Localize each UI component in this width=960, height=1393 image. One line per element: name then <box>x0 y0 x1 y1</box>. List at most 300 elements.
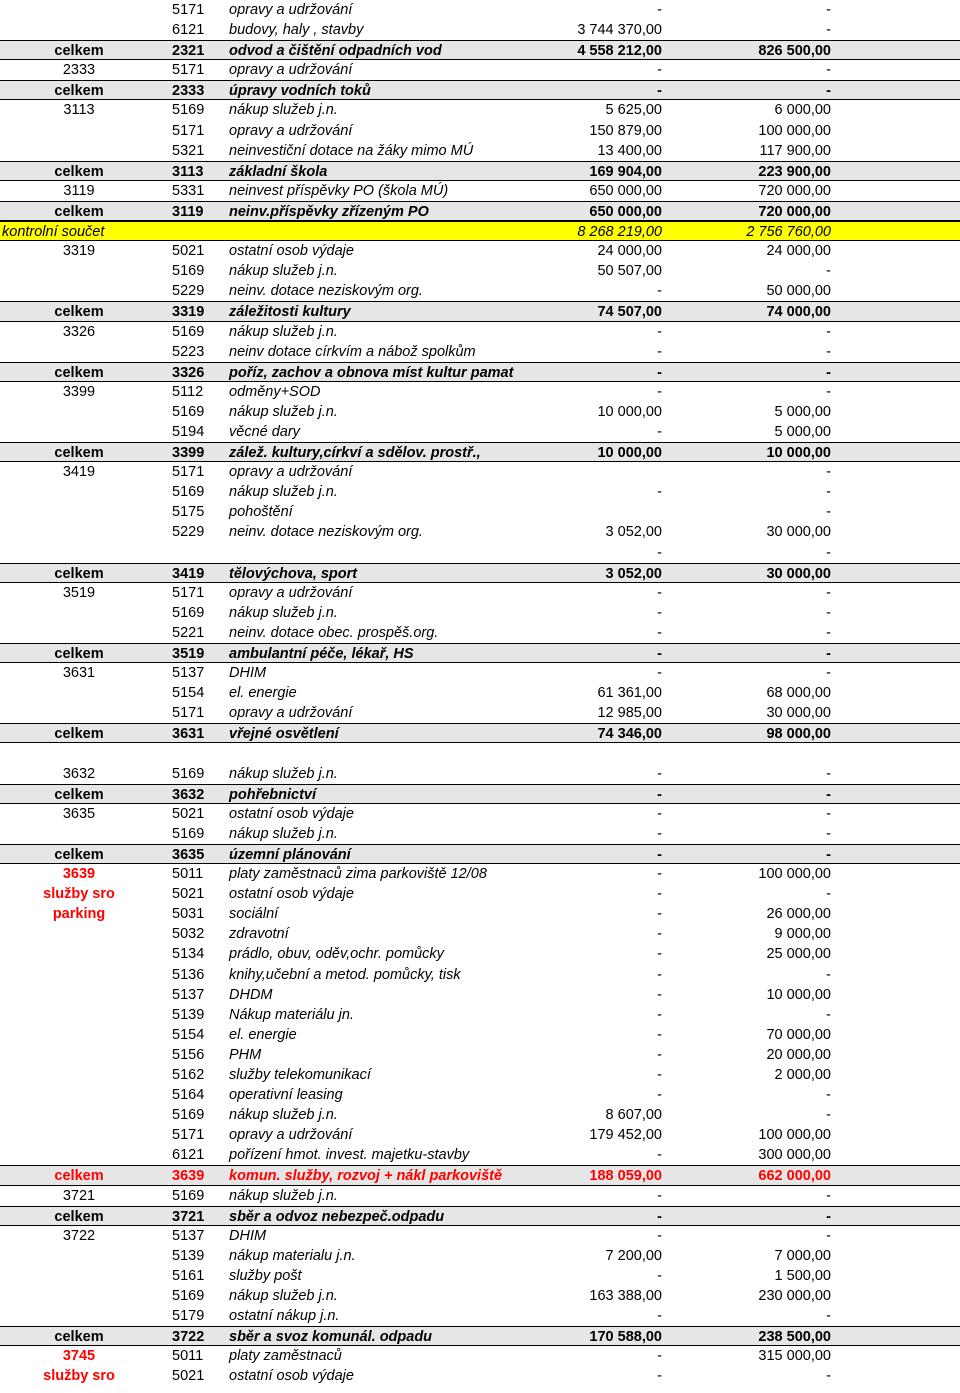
budget-value-cell: - <box>826 786 831 803</box>
budget-value-cell: - <box>826 1187 831 1204</box>
table-row <box>0 462 960 482</box>
description-cell: územní plánování <box>229 846 351 863</box>
table-row <box>0 1065 960 1085</box>
description-cell: nákup služeb j.n. <box>229 484 338 501</box>
description-cell: nákup služeb j.n. <box>229 604 338 621</box>
description-cell: tělovýchova, sport <box>229 565 358 582</box>
description-cell: nákup služeb j.n. <box>229 263 338 280</box>
actual-value-cell: - <box>657 323 662 340</box>
actual-value-cell: - <box>657 343 662 360</box>
description-cell: vřejné osvětlení <box>229 726 339 743</box>
description-cell: ostatní osob výdaje <box>229 1368 354 1385</box>
budget-value-cell: 100 000,00 <box>758 122 831 139</box>
subtotal-row <box>0 563 960 583</box>
description-cell: opravy a udržování <box>229 464 353 481</box>
budget-value-cell: - <box>826 584 831 601</box>
description-cell: el. energie <box>229 1026 297 1043</box>
item-cell: 5169 <box>172 403 205 420</box>
actual-value-cell: - <box>657 646 662 662</box>
paragraph-cell: 3419 <box>62 464 96 481</box>
item-cell: 3519 <box>172 646 205 662</box>
paragraph-cell: 3399 <box>62 383 96 400</box>
table-row <box>0 522 960 542</box>
checksum-row <box>0 221 960 241</box>
item-cell: 5169 <box>172 484 205 501</box>
actual-value-cell: - <box>657 544 662 561</box>
actual-value-cell: 61 361,00 <box>597 685 662 702</box>
item-cell: 3119 <box>172 203 204 220</box>
description-cell: odměny+SOD <box>229 383 321 400</box>
description-cell: nákup služeb j.n. <box>229 1107 338 1124</box>
item-cell: 5229 <box>172 283 205 300</box>
item-cell: 5156 <box>172 1046 205 1063</box>
description-cell: poříz, zachov a obnova míst kultur pamat <box>229 364 514 381</box>
budget-value-cell: 30 000,00 <box>766 524 831 541</box>
table-row <box>0 764 960 784</box>
description-cell: služby pošt <box>229 1267 302 1284</box>
subtotal-row <box>0 301 960 321</box>
table-row <box>0 1306 960 1326</box>
item-cell: 3399 <box>172 445 205 462</box>
budget-value-cell: 826 500,00 <box>758 43 831 60</box>
actual-value-cell: 13 400,00 <box>597 142 662 159</box>
budget-value-cell: - <box>826 323 831 340</box>
item-cell: 3326 <box>172 364 205 381</box>
item-cell: 5154 <box>172 685 205 702</box>
actual-value-cell: - <box>657 886 662 903</box>
actual-value-cell: - <box>657 1046 662 1063</box>
table-row <box>0 804 960 824</box>
subtotal-row <box>0 723 960 743</box>
paragraph-cell: celkem <box>54 1168 104 1185</box>
table-row <box>0 261 960 281</box>
actual-value-cell: 169 904,00 <box>589 163 662 180</box>
table-row <box>0 985 960 1005</box>
actual-value-cell: 5 625,00 <box>605 102 662 119</box>
table-row <box>0 623 960 643</box>
budget-value-cell: 10 000,00 <box>766 445 831 462</box>
item-cell: 5162 <box>172 1066 205 1083</box>
budget-value-cell: 7 000,00 <box>774 1247 831 1264</box>
actual-value-cell: 163 388,00 <box>589 1288 662 1304</box>
item-cell: 5169 <box>172 1107 205 1124</box>
item-cell: 5171 <box>172 62 205 79</box>
item-cell: 6121 <box>172 1147 205 1164</box>
item-cell: 5011 <box>172 1348 204 1365</box>
item-cell: 5171 <box>172 2 205 18</box>
description-cell: pohoštění <box>229 504 293 521</box>
item-cell: 3419 <box>172 565 205 582</box>
actual-value-cell: - <box>657 1368 662 1385</box>
actual-value-cell: - <box>657 364 662 381</box>
description-cell: sociální <box>229 906 279 923</box>
actual-value-cell: - <box>657 906 662 923</box>
table-row <box>0 543 960 563</box>
description-cell: základní škola <box>229 163 328 180</box>
budget-value-cell: - <box>826 604 831 621</box>
table-row <box>0 502 960 522</box>
description-cell: prádlo, obuv, oděv,ochr. pomůcky <box>229 946 444 963</box>
description-cell: zálež. kultury,církví a sdělov. prostř., <box>229 445 481 462</box>
item-cell: 5032 <box>172 926 205 943</box>
actual-value-cell: - <box>657 584 662 601</box>
description-cell: DHIM <box>229 1227 267 1244</box>
item-cell: 5169 <box>172 1187 205 1204</box>
item-cell: 3631 <box>172 726 205 743</box>
actual-value-cell: 10 000,00 <box>597 445 662 462</box>
table-row <box>0 241 960 261</box>
actual-value-cell: - <box>657 846 662 863</box>
item-cell: 5021 <box>172 1368 205 1385</box>
item-cell: 5321 <box>172 142 205 159</box>
budget-value-cell: - <box>826 1308 831 1325</box>
actual-value-cell: - <box>657 1087 662 1104</box>
description-cell: služby telekomunikací <box>229 1066 371 1083</box>
description-cell: operativní leasing <box>229 1087 343 1104</box>
actual-value-cell: - <box>657 1208 662 1225</box>
description-cell: nákup služeb j.n. <box>229 765 338 782</box>
description-cell: Nákup materiálu jn. <box>229 1006 354 1023</box>
actual-value-cell: - <box>657 1267 662 1284</box>
description-cell: sběr a svoz komunál. odpadu <box>229 1329 433 1346</box>
subtotal-row <box>0 201 960 221</box>
actual-value-cell: - <box>657 926 662 943</box>
description-cell: záležitosti kultury <box>229 304 351 321</box>
budget-value-cell: 74 000,00 <box>766 304 831 321</box>
paragraph-cell: 3119 <box>63 182 95 199</box>
table-row <box>0 1226 960 1246</box>
item-cell: 5171 <box>172 705 205 722</box>
paragraph-cell: celkem <box>54 43 104 60</box>
actual-value-cell: 4 558 212,00 <box>577 43 662 60</box>
subtotal-row <box>0 80 960 100</box>
budget-value-cell: - <box>826 1006 831 1023</box>
budget-value-cell: 25 000,00 <box>766 946 831 963</box>
item-cell: 5112 <box>172 383 204 400</box>
description-cell: opravy a udržování <box>229 705 353 722</box>
item-cell: 5221 <box>172 624 205 641</box>
budget-value-cell: 30 000,00 <box>766 705 831 722</box>
table-row <box>0 382 960 402</box>
budget-value-cell: 20 000,00 <box>766 1046 831 1063</box>
item-cell: 3632 <box>172 786 205 803</box>
item-cell: 5137 <box>172 986 205 1003</box>
table-row <box>0 884 960 904</box>
paragraph-cell: 3635 <box>62 805 96 822</box>
item-cell: 5011 <box>172 866 204 883</box>
actual-value-cell: 10 000,00 <box>597 403 662 420</box>
paragraph-cell: 3326 <box>62 323 96 340</box>
budget-value-cell: - <box>826 83 831 100</box>
description-cell: věcné dary <box>229 423 300 440</box>
budget-value-cell: 50 000,00 <box>766 283 831 300</box>
actual-value-cell: 650 000,00 <box>589 203 662 220</box>
item-cell: 5137 <box>172 1227 205 1244</box>
paragraph-cell: celkem <box>54 726 104 743</box>
item-cell: 5229 <box>172 524 205 541</box>
item-cell: 5169 <box>172 1288 205 1304</box>
table-row <box>0 482 960 502</box>
subtotal-row <box>0 784 960 804</box>
budget-value-cell: 238 500,00 <box>758 1329 831 1346</box>
paragraph-cell: celkem <box>54 565 104 582</box>
item-cell: 5169 <box>172 765 205 782</box>
paragraph-cell: 3745 <box>62 1348 96 1365</box>
subtotal-row <box>0 1206 960 1226</box>
description-cell: DHIM <box>229 665 267 682</box>
table-row <box>0 422 960 442</box>
actual-value-cell: - <box>657 484 662 501</box>
table-row <box>0 20 960 40</box>
budget-value-cell: 100 000,00 <box>758 866 831 883</box>
table-row <box>0 583 960 603</box>
table-row <box>0 281 960 301</box>
table-row <box>0 1125 960 1145</box>
item-cell: 5021 <box>172 886 205 903</box>
paragraph-cell: celkem <box>54 83 104 100</box>
subtotal-row <box>0 40 960 60</box>
budget-value-cell: - <box>826 765 831 782</box>
paragraph-cell: celkem <box>54 163 104 180</box>
budget-value-cell: 9 000,00 <box>774 926 831 943</box>
item-cell: 3721 <box>172 1208 205 1225</box>
table-row <box>0 824 960 844</box>
table-row <box>0 1045 960 1065</box>
actual-value-cell: - <box>657 786 662 803</box>
item-cell: 5223 <box>172 343 205 360</box>
budget-value-cell: - <box>826 624 831 641</box>
table-row <box>0 402 960 422</box>
item-cell: 2321 <box>172 43 205 60</box>
actual-value-cell: - <box>657 1147 662 1164</box>
subtotal-row <box>0 1165 960 1185</box>
description-cell: opravy a udržování <box>229 584 353 601</box>
item-cell: 3639 <box>172 1168 205 1185</box>
budget-value-cell: - <box>826 364 831 381</box>
budget-value-cell: 2 000,00 <box>774 1066 831 1083</box>
actual-value-cell: - <box>657 2 662 18</box>
item-cell: 2333 <box>172 83 205 100</box>
budget-value-cell: - <box>826 22 831 39</box>
actual-value-cell: - <box>657 1006 662 1023</box>
budget-value-cell: 720 000,00 <box>758 182 831 199</box>
item-cell: 5154 <box>172 1026 205 1043</box>
description-cell: ambulantní péče, lékař, HS <box>229 646 414 662</box>
actual-value-cell: - <box>657 946 662 963</box>
budget-value-cell: - <box>826 846 831 863</box>
actual-value-cell: 74 346,00 <box>597 726 662 743</box>
paragraph-cell: celkem <box>54 786 104 803</box>
actual-value-cell: 12 985,00 <box>597 705 662 722</box>
table-row <box>0 1246 960 1266</box>
actual-value-cell: 8 268 219,00 <box>577 224 662 241</box>
budget-value-cell: - <box>826 343 831 360</box>
budget-value-cell: 662 000,00 <box>758 1168 831 1185</box>
item-cell: 5194 <box>172 423 205 440</box>
item-cell: 5164 <box>172 1087 205 1104</box>
budget-value-cell: - <box>826 263 831 280</box>
description-cell: ostatní osob výdaje <box>229 886 354 903</box>
budget-value-cell: - <box>826 966 831 983</box>
budget-value-cell: - <box>826 383 831 400</box>
table-row <box>0 1346 960 1366</box>
paragraph-cell: celkem <box>54 304 104 321</box>
description-cell: ostatní osob výdaje <box>229 805 354 822</box>
table-row <box>0 904 960 924</box>
subtotal-row <box>0 161 960 181</box>
description-cell: nákup služeb j.n. <box>229 1187 338 1204</box>
subtotal-row <box>0 362 960 382</box>
budget-value-cell: - <box>826 1107 831 1124</box>
table-row <box>0 121 960 141</box>
description-cell: ostatní nákup j.n. <box>229 1308 340 1325</box>
actual-value-cell: 74 507,00 <box>597 304 662 321</box>
table-row <box>0 864 960 884</box>
table-row <box>0 322 960 342</box>
budget-value-cell: - <box>826 1087 831 1104</box>
paragraph-cell: 3631 <box>62 665 96 682</box>
item-cell: 5161 <box>172 1267 205 1284</box>
budget-value-cell: 70 000,00 <box>766 1026 831 1043</box>
actual-value-cell: 24 000,00 <box>597 243 662 260</box>
budget-value-cell: 26 000,00 <box>766 906 831 923</box>
actual-value-cell: - <box>657 423 662 440</box>
item-cell: 5031 <box>172 906 205 923</box>
item-cell: 5171 <box>172 1127 205 1144</box>
actual-value-cell: - <box>657 805 662 822</box>
budget-value-cell: 300 000,00 <box>758 1147 831 1164</box>
item-cell: 5134 <box>172 946 205 963</box>
actual-value-cell: 8 607,00 <box>605 1107 662 1124</box>
description-cell: odvod a čištění odpadních vod <box>229 43 442 60</box>
table-row <box>0 683 960 703</box>
item-cell: 5171 <box>172 584 205 601</box>
actual-value-cell: 650 000,00 <box>589 182 662 199</box>
description-cell: sběr a odvoz nebezpeč.odpadu <box>229 1208 445 1225</box>
paragraph-cell: celkem <box>54 846 104 863</box>
item-cell: 5169 <box>172 323 205 340</box>
budget-value-cell: 223 900,00 <box>758 163 831 180</box>
budget-value-cell: 720 000,00 <box>758 203 831 220</box>
description-cell: platy zaměstnaců <box>229 1348 342 1365</box>
table-row <box>0 965 960 985</box>
table-row <box>0 1025 960 1045</box>
description-cell: opravy a udržování <box>229 2 353 18</box>
paragraph-cell: služby sro <box>43 1368 115 1385</box>
item-cell: 5171 <box>172 464 205 481</box>
actual-value-cell: 50 507,00 <box>597 263 662 280</box>
paragraph-cell: 3721 <box>62 1187 96 1204</box>
actual-value-cell: 170 588,00 <box>589 1329 662 1346</box>
item-cell: 5169 <box>172 102 205 119</box>
actual-value-cell: - <box>657 383 662 400</box>
paragraph-cell: 3319 <box>62 243 96 260</box>
description-cell: neinvest příspěvky PO (škola MÚ) <box>229 182 449 199</box>
item-cell: 5179 <box>172 1308 205 1325</box>
description-cell: el. energie <box>229 685 297 702</box>
budget-value-cell: 230 000,00 <box>758 1288 831 1304</box>
budget-value-cell: 24 000,00 <box>766 243 831 260</box>
description-cell: neinv. dotace neziskovým org. <box>229 524 423 541</box>
paragraph-cell: kontrolní součet <box>2 224 105 241</box>
item-cell: 5021 <box>172 243 205 260</box>
actual-value-cell: - <box>657 604 662 621</box>
budget-value-cell: - <box>826 504 831 521</box>
paragraph-cell: služby sro <box>43 886 115 903</box>
paragraph-cell: celkem <box>54 646 104 662</box>
actual-value-cell: - <box>657 866 662 883</box>
actual-value-cell: - <box>657 1227 662 1244</box>
description-cell: opravy a udržování <box>229 122 353 139</box>
description-cell: neinv dotace církvím a nábož spolkům <box>229 343 476 360</box>
actual-value-cell: - <box>657 665 662 682</box>
actual-value-cell: - <box>657 283 662 300</box>
budget-value-cell: 315 000,00 <box>758 1348 831 1365</box>
item-cell: 5021 <box>172 805 205 822</box>
actual-value-cell: 188 059,00 <box>589 1168 662 1185</box>
paragraph-cell: 2333 <box>62 62 96 79</box>
actual-value-cell: 7 200,00 <box>605 1247 662 1264</box>
description-cell: nákup služeb j.n. <box>229 1288 338 1304</box>
description-cell: úpravy vodních toků <box>229 83 371 100</box>
subtotal-row <box>0 1326 960 1346</box>
budget-value-cell: 117 900,00 <box>759 142 831 159</box>
budget-value-cell: - <box>826 805 831 822</box>
actual-value-cell: - <box>657 765 662 782</box>
item-cell: 5137 <box>172 665 205 682</box>
budget-value-cell: - <box>826 2 831 18</box>
description-cell: PHM <box>229 1046 262 1063</box>
description-cell: nákup služeb j.n. <box>229 403 338 420</box>
description-cell: nákup služeb j.n. <box>229 323 338 340</box>
table-row <box>0 1005 960 1025</box>
table-row <box>0 1366 960 1386</box>
item-cell: 3635 <box>172 846 205 863</box>
item-cell: 5175 <box>172 504 205 521</box>
item-cell: 3319 <box>172 304 205 321</box>
description-cell: nákup služeb j.n. <box>229 102 338 119</box>
table-row <box>0 924 960 944</box>
table-row <box>0 663 960 683</box>
actual-value-cell: 179 452,00 <box>589 1127 662 1144</box>
budget-value-cell: - <box>826 825 831 842</box>
actual-value-cell: - <box>657 62 662 79</box>
paragraph-cell: parking <box>52 906 106 923</box>
budget-value-cell: 1 500,00 <box>774 1267 831 1284</box>
actual-value-cell: - <box>657 83 662 100</box>
description-cell: pořízení hmot. invest. majetku-stavby <box>229 1147 470 1164</box>
item-cell: 5139 <box>172 1247 205 1264</box>
description-cell: DHDM <box>229 986 273 1003</box>
budget-value-cell: 68 000,00 <box>766 685 831 702</box>
description-cell: knihy,učební a metod. pomůcky, tisk <box>229 966 461 983</box>
paragraph-cell: 3639 <box>62 866 96 883</box>
budget-value-cell: 5 000,00 <box>774 403 831 420</box>
table-row <box>0 1186 960 1206</box>
budget-value-cell: - <box>826 62 831 79</box>
paragraph-cell: celkem <box>54 1329 104 1346</box>
description-cell: neinvestiční dotace na žáky mimo MÚ <box>229 142 474 159</box>
description-cell: ostatní osob výdaje <box>229 243 354 260</box>
item-cell: 5169 <box>172 263 205 280</box>
item-cell: 3113 <box>172 163 204 180</box>
paragraph-cell: 3519 <box>62 584 96 601</box>
actual-value-cell: - <box>657 624 662 641</box>
actual-value-cell: - <box>657 986 662 1003</box>
actual-value-cell: 3 052,00 <box>605 524 662 541</box>
actual-value-cell: - <box>657 825 662 842</box>
budget-value-cell: 10 000,00 <box>766 986 831 1003</box>
